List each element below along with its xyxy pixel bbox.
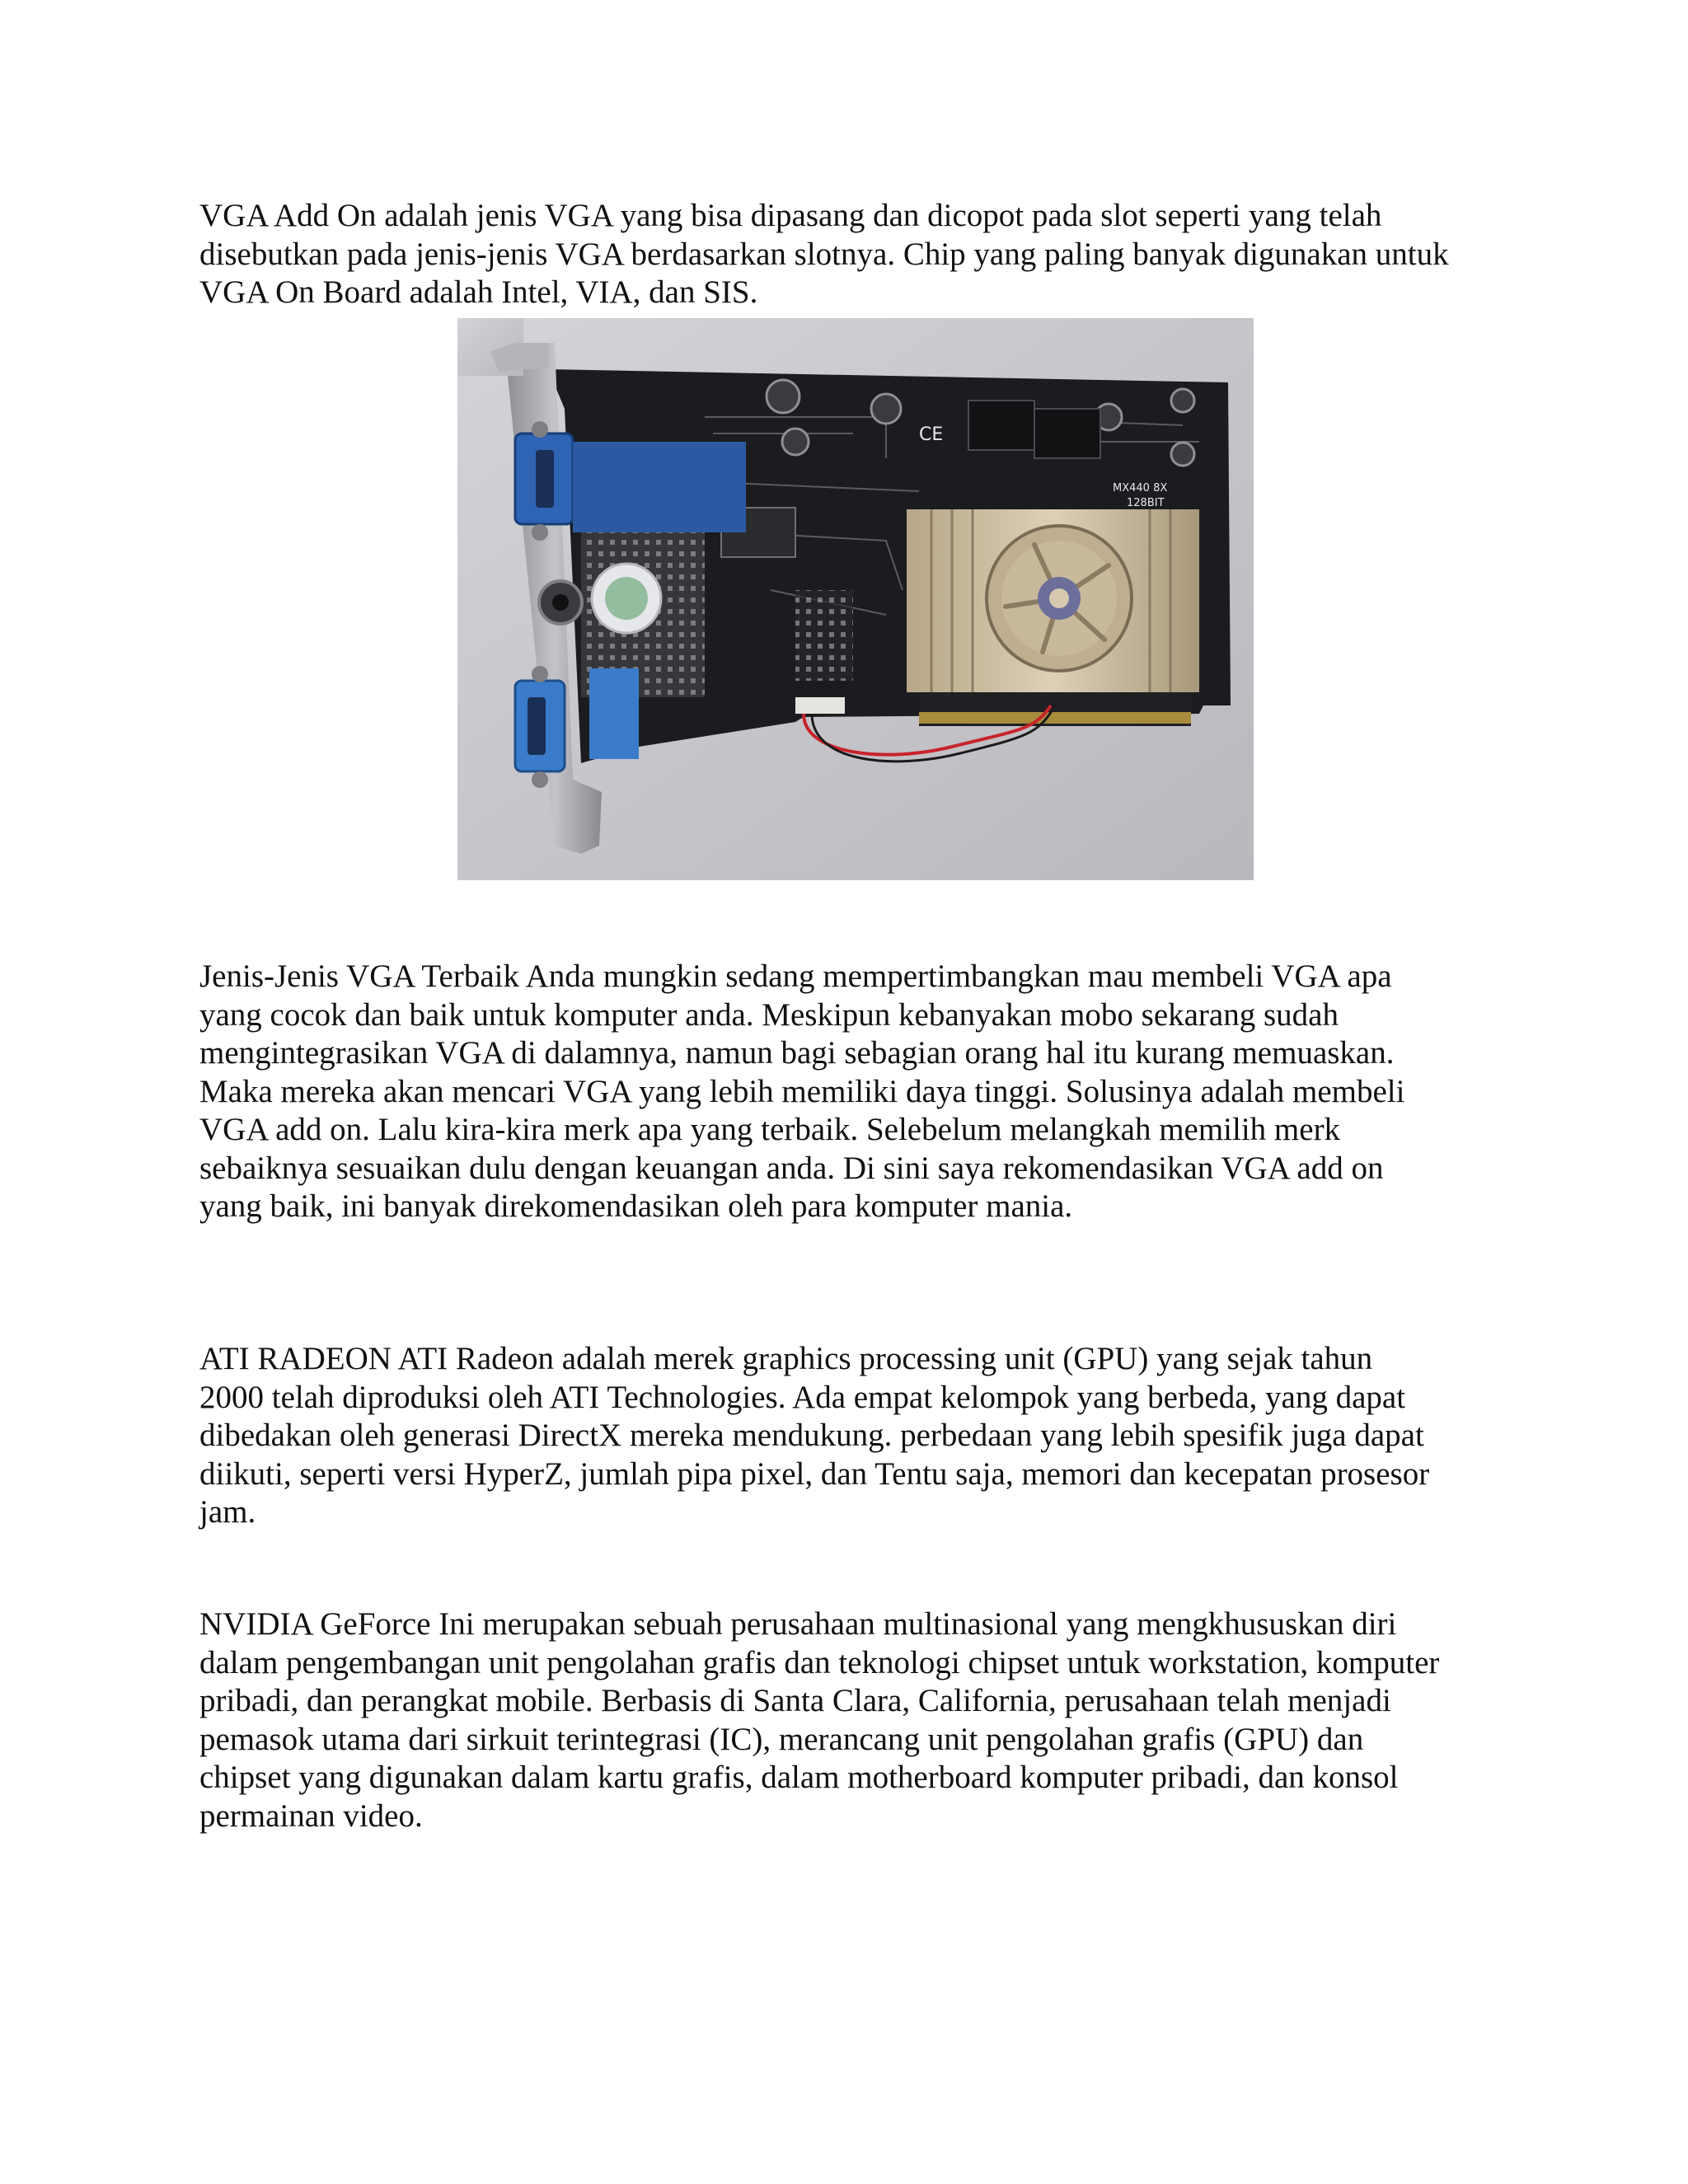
text-line: chipset yang digunakan dalam kartu grafis, dalam motherboard komputer pribadi, dan konsol <box>199 1760 1399 1795</box>
paragraph-ati-radeon <box>199 1340 1518 1532</box>
text-line: pribadi, dan perangkat mobile. Berbasis di Santa Clara, California, perusahaan telah menjadi <box>199 1683 1391 1718</box>
text-line: yang baik, ini banyak direkomendasikan oleh para komputer mania. <box>199 1188 1073 1224</box>
text-line: diikuti, seperti versi HyperZ, jumlah pipa pixel, dan Tentu saja, memori dan kecepatan prosesor <box>199 1455 1430 1492</box>
text-line: dalam pengembangan unit pengolahan grafis dan teknologi chipset untuk workstation, komputer <box>199 1644 1440 1680</box>
heatsink <box>907 509 1199 692</box>
text-line: VGA Add On adalah jenis VGA yang bisa dipasang dan dicopot pada slot seperti yang telah <box>199 198 1382 233</box>
paragraph-nvidia-geforce <box>199 1605 1518 1835</box>
text-line: VGA add on. Lalu kira-kira merk apa yang terbaik. Selebelum melangkah memilih merk <box>199 1112 1341 1147</box>
text-line: Maka mereka akan mencari VGA yang lebih memiliki daya tinggi. Solusinya adalah membeli <box>199 1073 1405 1109</box>
board-label-model: MX440 8X <box>1113 482 1168 494</box>
board-label-bus: 128BIT <box>1127 497 1165 509</box>
text-line: VGA On Board adalah Intel, VIA, dan SIS. <box>199 274 758 310</box>
text-line: mengintegrasikan VGA di dalamnya, namun bagi sebagian orang hal itu kurang memuaskan. <box>199 1035 1395 1071</box>
text-line: NVIDIA GeForce Ini merupakan sebuah perusahaan multinasional yang mengkhususkan diri <box>199 1606 1397 1642</box>
text-line: ATI RADEON ATI Radeon adalah merek graphics processing unit (GPU) yang sejak tahun <box>199 1341 1373 1376</box>
paragraph-vga-add-on <box>199 197 1518 312</box>
text-line: permainan video. <box>199 1797 423 1834</box>
text-line: disebutkan pada jenis-jenis VGA berdasarkan slotnya. Chip yang paling banyak digunakan untuk <box>199 236 1449 272</box>
text-line: 2000 telah diproduksi oleh ATI Technologies. Ada empat kelompok yang berbeda, yang dapat <box>199 1379 1406 1415</box>
text-line: dibedakan oleh generasi DirectX mereka mendukung. perbedaan yang lebih spesifik juga dapat <box>199 1418 1424 1453</box>
ce-mark: CE <box>919 424 944 445</box>
graphics-card-photo <box>457 318 1254 880</box>
text-line: sebaiknya sesuaikan dulu dengan keuangan anda. Di sini saya rekomendasikan VGA add on <box>199 1150 1384 1186</box>
text-line: pemasok utama dari sirkuit terintegrasi (IC), merancang unit pengolahan grafis (GPU) dan <box>199 1721 1364 1757</box>
text-line: Jenis-Jenis VGA Terbaik Anda mungkin sedang mempertimbangkan mau membeli VGA apa <box>199 958 1392 994</box>
text-line: jam. <box>199 1494 256 1530</box>
paragraph-jenis-vga-terbaik <box>199 958 1518 1226</box>
text-line: yang cocok dan baik untuk komputer anda. Meskipun kebanyakan mobo sekarang sudah <box>199 996 1339 1033</box>
